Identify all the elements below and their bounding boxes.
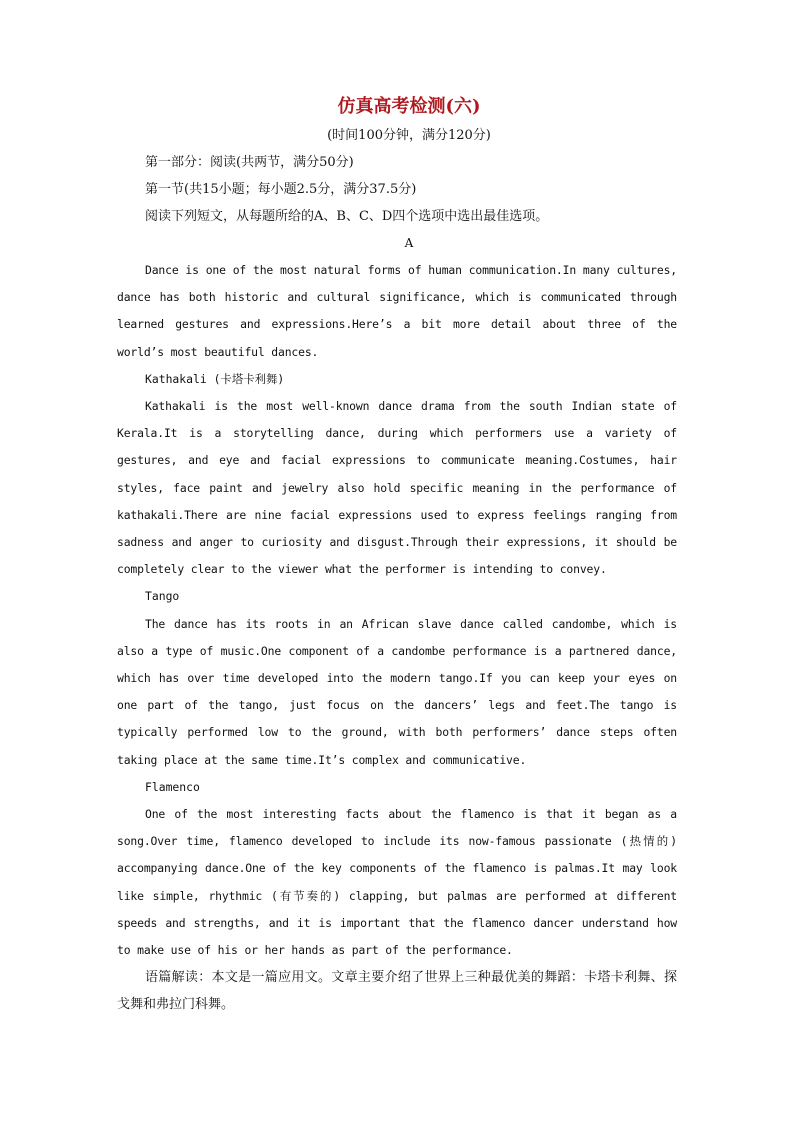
page-title: 仿真高考检测(六) bbox=[337, 96, 481, 117]
section-heading: 第一节(共15小题；每小题2.5分，满分37.5分) bbox=[145, 182, 417, 197]
passage-summary: 语篇解读：本文是一篇应用文。文章主要介绍了世界上三种最优美的舞蹈：卡塔卡利舞、探戈舞和弗拉门科舞。 bbox=[117, 970, 677, 1013]
dance-text-flamenco: One of the most interesting facts about the flamenco is that it began as a song.Over time, flamenco developed to include its now-famous passionate (热情的) accompanying dance.One of the key components of the flamenco is palmas.It may look like simple, rhythmic (有节奏的) clapping, but palmas are performed at different speeds and strengths, and it is important that the flamenco dancer understand how to make use of his or her hands as part of the performance. bbox=[117, 807, 677, 958]
reading-directions: 阅读下列短文，从每题所给的A、B、C、D四个选项中选出最佳选项。 bbox=[145, 209, 549, 224]
dance-heading-flamenco: Flamenco bbox=[145, 779, 200, 794]
dance-text-tango: The dance has its roots in an African slave dance called candombe, which is also a type of music.One component of a candombe performance is a partnered dance, which has over time developed into the modern tango.If you can keep your eyes on one part of the tango, just focus on the dancers’ legs and feet.The tango is typically performed low to the ground, with both performers’ dance steps often taking place at the same time.It’s complex and communicative. bbox=[117, 616, 677, 767]
part-heading: 第一部分：阅读(共两节，满分50分) bbox=[145, 155, 354, 170]
page-content bbox=[117, 92, 677, 1018]
dance-text-kathakali: Kathakali is the most well-known dance drama from the south Indian state of Kerala.It is a storytelling dance, during which performers use a variety of gestures, and eye and facial expressions to communicate meaning.Costumes, hair styles, face paint and jewelry also hold specific meaning in the performance of kathakali.There are nine facial expressions used to express feelings ranging from sadness and anger to curiosity and disgust.Through their expressions, it should be completely clear to the viewer what the performer is intending to convey. bbox=[117, 399, 677, 577]
dance-heading-kathakali: Kathakali (卡塔卡利舞) bbox=[145, 371, 285, 386]
exam-time-and-score: (时间100分钟，满分120分) bbox=[327, 128, 491, 143]
dance-heading-tango: Tango bbox=[145, 589, 180, 604]
passage-label: A bbox=[404, 236, 414, 250]
passage-intro: Dance is one of the most natural forms of human communication.In many cultures, dance has both historic and cultural significance, which is communicated through learned gestures and expressions.Here’s a bit more detail about three of the world’s most beautiful dances. bbox=[117, 263, 677, 359]
